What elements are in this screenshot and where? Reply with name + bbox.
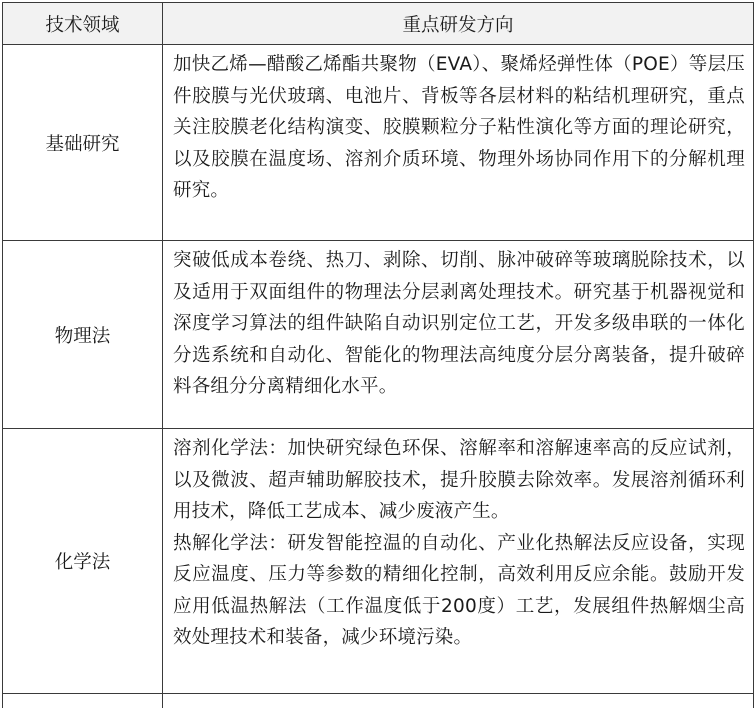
table-row xyxy=(3,429,754,694)
header-research-direction: 重点研发方向 xyxy=(163,3,754,45)
row-field-physical-method: 物理法 xyxy=(3,241,163,429)
row-content-physical-method xyxy=(163,241,754,429)
content-paragraph: 加快乙烯—醋酸乙烯酯共聚物（EVA）、聚烯烃弹性体（POE）等层压件胶膜与光伏玻璃、电池片、背板等各层材料的粘结机理研究，重点关注胶膜老化结构演变、胶膜颗粒分子粘性演化等方面的理论研究，以及胶膜在温度场、溶剂介质环境、物理外场协同作用下的分解机理研究。 xyxy=(173,49,745,207)
row-field-basic-research: 基础研究 xyxy=(3,45,163,241)
table-row xyxy=(3,241,754,429)
table-row xyxy=(3,45,754,241)
research-directions-table xyxy=(2,2,754,708)
content-paragraph: 突破低成本卷绕、热刀、剥除、切削、脉冲破碎等玻璃脱除技术，以及适用于双面组件的物理法分层剥离处理技术。研究基于机器视觉和深度学习算法的组件缺陷自动识别定位工艺，开发多级串联的一体化分选系统和自动化、智能化的物理法高纯度分层分离装备，提升破碎料各组分分离精细化水平。 xyxy=(173,245,745,403)
content-paragraph-solvent: 溶剂化学法：加快研究绿色环保、溶解率和溶解速率高的反应试剂，以及微波、超声辅助解胶技术，提升胶膜去除效率。发展溶剂循环利用技术，降低工艺成本、减少废液产生。 xyxy=(173,433,745,528)
table-header-row xyxy=(3,3,754,45)
row-field-chemical-method: 化学法 xyxy=(3,429,163,694)
row-content-basic-research xyxy=(163,45,754,241)
header-tech-field: 技术领域 xyxy=(3,3,163,45)
table-row-partial xyxy=(3,694,754,708)
partial-cell-left xyxy=(3,694,163,708)
content-paragraph-pyrolysis: 热解化学法：研发智能控温的自动化、产业化热解法反应设备，实现反应温度、压力等参数的精细化控制，高效利用反应余能。鼓励开发应用低温热解法（工作温度低于200度）工艺，发展组件热解烟尘高效处理技术和装备，减少环境污染。 xyxy=(173,528,745,654)
row-content-chemical-method xyxy=(163,429,754,694)
partial-cell-right xyxy=(163,694,754,708)
